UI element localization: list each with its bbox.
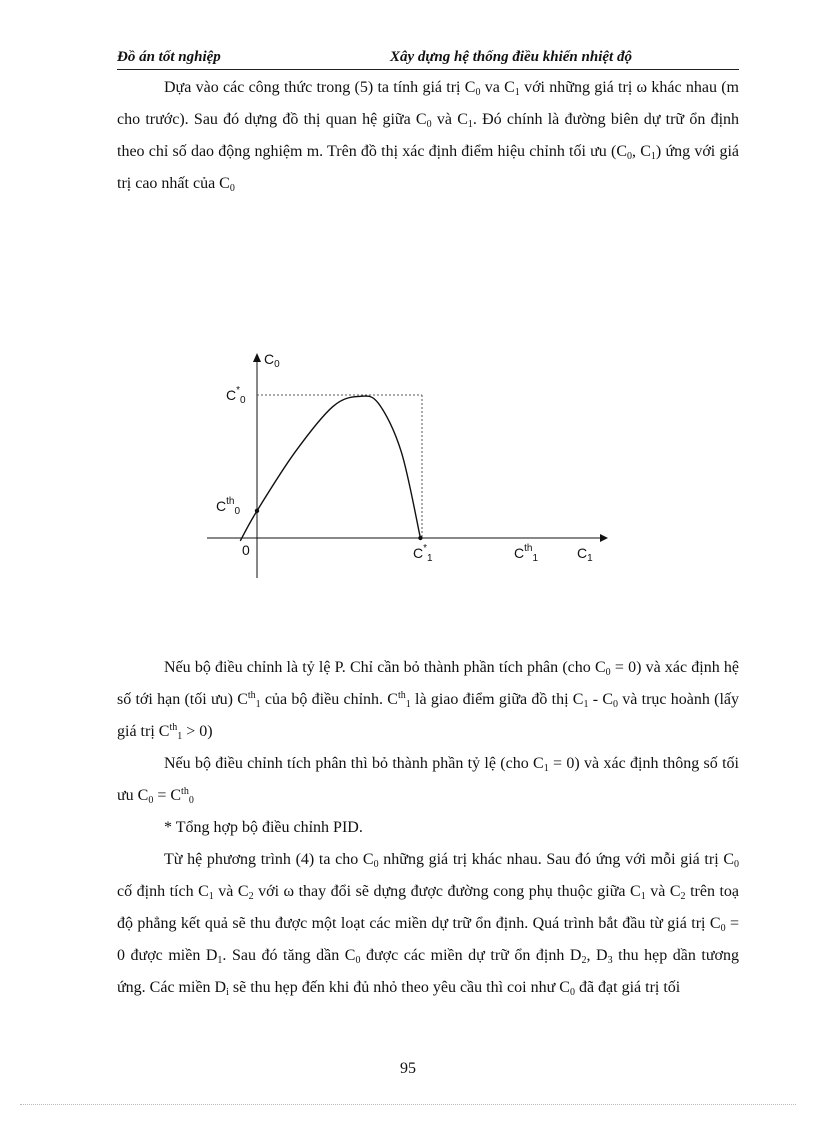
paragraph-4: * Tổng hợp bộ điều chỉnh PID. [164,819,363,836]
paragraph-5: Từ hệ phương trình (4) ta cho $C_0$ những giá trị khác nhau. Sau đó ứng với mỗi giá trị $C_0$ cố định tích $C_1$ và $C_2$ với ω thay đổi sẽ dựng được đường cong phụ thuộc giữa $C_1$ và $C_2$ trên toạ độ phẳng kết quả sẽ thu được một loạt các miền dự trữ ổn định. Quá trình bắt đầu từ giá trị $C_0 = 0$ được miền $D_1$. Sau đó tăng dần $C_0$ được các miền dự trữ ổn định $D_2$, $D_3$ thu hẹp dần tương ứng. Các miền $D_i$ sẽ thu hẹp đến khi đủ nhỏ theo yêu cầu thì coi như $C_0$ đã đạt giá trị tối [117,851,740,998]
c1-th-point [418,536,422,540]
footer-divider [20,1104,796,1105]
page-number: 95 [400,1060,416,1077]
c0-th-point [255,509,259,513]
header-right-title: Xây dựng hệ thống điều khiển nhiệt độ [390,49,632,65]
origin-label: 0 [242,542,250,558]
stability-boundary-curve [240,396,420,541]
c1-star-label: $C^*_1$ [413,543,433,564]
x-axis-arrow [600,534,608,542]
c1-c0-chart [195,340,615,585]
c1-th-label: $Cth_1$ [514,543,539,564]
paragraph-3: Nếu bộ điều chỉnh tích phân thì bỏ thành phần tỷ lệ (cho $C_1 = 0$) và xác định thông số tối ưu $C_0 = Cth_0$ [117,755,739,806]
c0-th-label: $Cth_0$ [216,496,241,517]
paragraph-2: Nếu bộ điều chỉnh là tỷ lệ P. Chỉ cần bỏ thành phần tích phân (cho $C_0 = 0$) và xác định hệ số tới hạn (tối ưu) $Cth_1$ của bộ điều chỉnh. $Cth_1$ là giao điểm giữa đồ thị $C_1 - C_0$ và trục hoành (lấy giá trị $Cth_1 > 0$) [117,659,740,742]
page-header [117,49,739,70]
x-axis-label: $C_1$ [577,545,593,564]
y-axis-arrow [253,353,261,362]
y-axis-label: $C_0$ [264,351,280,370]
c0-star-label: $C^*_0$ [226,385,246,406]
header-left-title: Đồ án tốt nghiệp [117,49,221,65]
paragraph-1: Dựa vào các công thức trong (5) ta tính giá trị $C_0$ va $C_1$ với những giá trị ω khác nhau (m cho trước). Sau đó dựng đồ thị quan hệ giữa $C_0$ và $C_1$. Đó chính là đường biên dự trữ ổn định theo chỉ số dao động nghiệm m. Trên đồ thị xác định điểm hiệu chỉnh tối ưu ($C_0$, $C_1$) ứng với giá trị cao nhất của $C_0$ [117,79,740,194]
